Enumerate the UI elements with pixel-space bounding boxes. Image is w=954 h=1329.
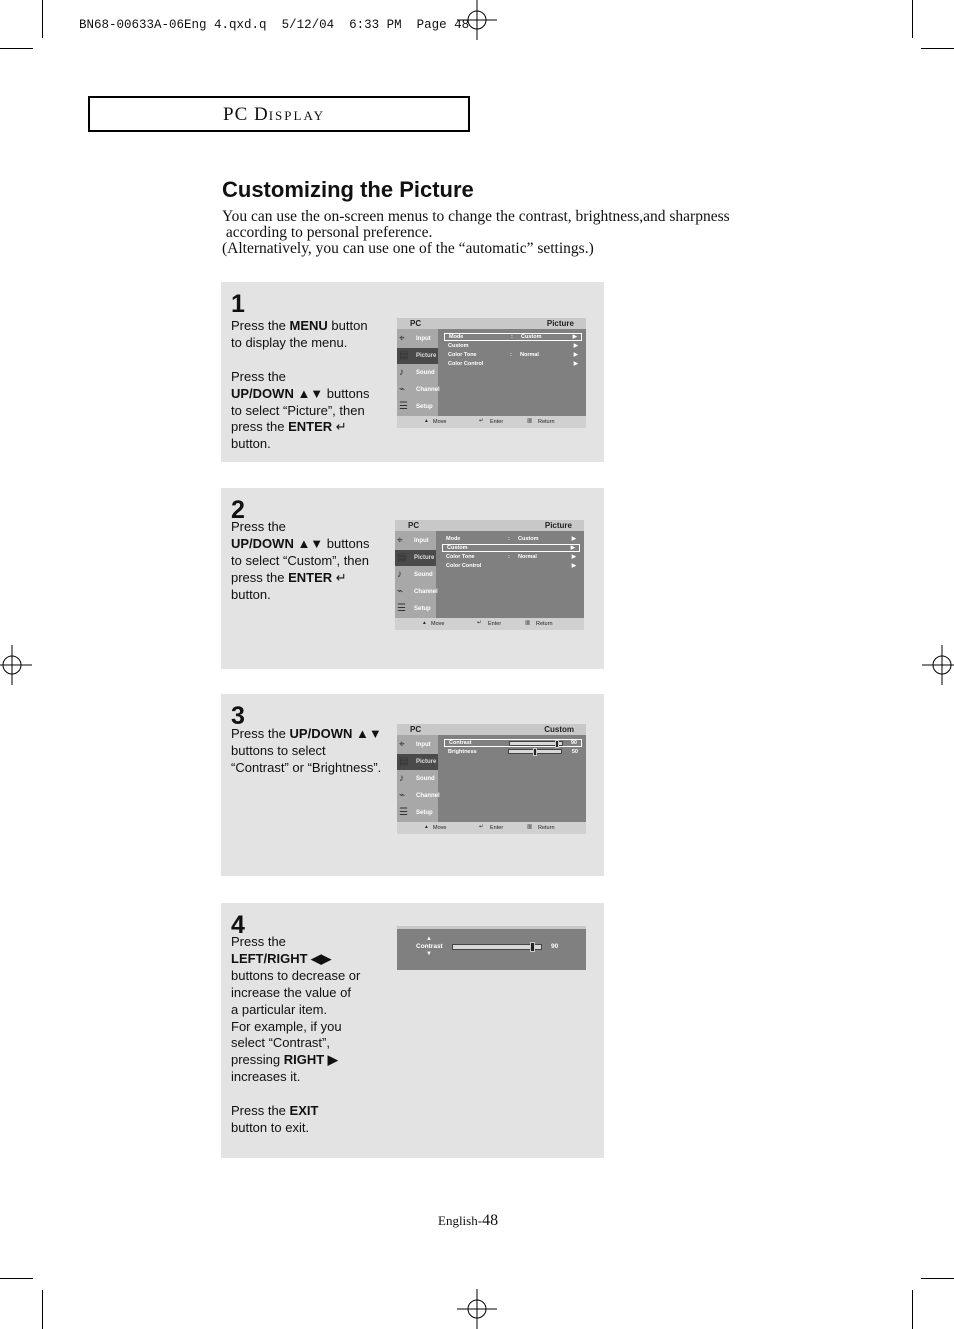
description-text: For example, if you	[231, 1018, 342, 1034]
down-arrow-icon: ▼	[426, 951, 432, 957]
description-line	[231, 1035, 360, 1052]
step-description	[231, 318, 369, 453]
osd-row-arrow-icon: ▶	[570, 545, 575, 551]
description-line	[231, 934, 360, 951]
osd-row-label: Custom	[448, 343, 469, 349]
osd-sidebar-label: Input	[416, 742, 431, 748]
osd-content	[438, 531, 584, 618]
osd-sidebar-item[interactable]	[395, 601, 436, 617]
osd-sidebar-label: Input	[416, 336, 431, 342]
osd-menu-row[interactable]	[444, 351, 582, 359]
description-text: button to exit.	[231, 1119, 310, 1135]
enter-icon: ↵	[479, 418, 484, 424]
osd-menu-icon: ☰	[397, 603, 406, 614]
move-icon: ▴	[425, 824, 428, 830]
button-name: UP/DOWN ▲▼	[231, 385, 324, 401]
step-number: 2	[231, 496, 245, 524]
osd-row-label: Custom	[447, 545, 468, 551]
description-line	[231, 1019, 360, 1036]
osd-sidebar-item[interactable]	[395, 550, 436, 566]
crop-mark	[42, 0, 43, 38]
button-name: MENU	[289, 318, 328, 333]
up-arrow-icon: ▲	[426, 936, 432, 942]
osd-sidebar-label: Channel	[414, 589, 438, 595]
description-line	[231, 536, 369, 553]
osd-menu-icon: ☰	[399, 807, 408, 818]
slug-filename: BN68-00633A-06Eng 4.qxd.q	[79, 18, 267, 32]
osd-sidebar-item[interactable]	[397, 805, 438, 821]
description-line	[231, 352, 369, 369]
osd-row-arrow-icon: ▶	[573, 352, 578, 358]
description-line	[231, 1086, 360, 1103]
osd-row-slider-thumb[interactable]	[555, 740, 559, 748]
osd-menu-row[interactable]	[442, 553, 580, 561]
description-text: buttons to select	[231, 742, 326, 758]
osd-sidebar	[395, 531, 436, 618]
description-text: to select “Custom”, then	[231, 552, 369, 568]
description-line	[231, 743, 382, 760]
footer-language: English-	[438, 1213, 483, 1228]
osd-source: PC	[410, 319, 422, 328]
description-text: select “Contrast”,	[231, 1035, 330, 1051]
section-header	[88, 96, 470, 132]
osd-row-arrow-icon: ▶	[572, 334, 577, 340]
osd-row-colon: :	[510, 352, 512, 358]
description-text: button.	[231, 586, 271, 602]
osd-row-label: Brightness	[448, 749, 477, 755]
osd-menu	[395, 520, 584, 630]
slug-time: 6:33 PM	[349, 18, 402, 32]
section-header-label	[223, 104, 325, 126]
header-prefix: PC D	[223, 104, 269, 125]
description-text: Press the	[231, 1103, 290, 1119]
osd-row-label: Mode	[446, 536, 461, 542]
crop-mark	[912, 0, 913, 38]
description-text: Press the	[231, 368, 286, 384]
osd-menu-row[interactable]	[444, 739, 582, 747]
adjust-bar-panel	[397, 926, 586, 970]
osd-sidebar	[397, 735, 438, 822]
description-line	[231, 1120, 360, 1137]
crop-mark	[42, 1290, 43, 1329]
registration-mark-icon	[0, 645, 32, 685]
description-text: buttons	[323, 535, 370, 551]
osd-menu	[397, 318, 586, 428]
osd-footer-return: Return	[538, 419, 555, 425]
osd-menu-icon: ⌖	[399, 739, 405, 750]
osd-sidebar-item[interactable]	[397, 365, 438, 381]
osd-sidebar-label: Input	[414, 538, 429, 544]
description-line	[231, 985, 360, 1002]
osd-menu-icon: ⌁	[399, 384, 406, 395]
osd-menu-row[interactable]	[444, 360, 582, 368]
osd-footer-move: Move	[433, 419, 447, 425]
description-text: ↵	[332, 569, 347, 585]
adjust-value: 90	[551, 943, 559, 950]
adjust-slider-thumb[interactable]	[530, 942, 535, 952]
osd-row-arrow-icon: ▶	[571, 554, 576, 560]
crop-mark	[912, 1290, 913, 1329]
osd-row-colon: :	[508, 554, 510, 560]
osd-menu-icon: ♪	[397, 569, 402, 580]
description-line	[231, 335, 369, 352]
description-text: increases it.	[231, 1069, 301, 1085]
osd-source: PC	[408, 521, 420, 530]
osd-sidebar-item[interactable]	[397, 771, 438, 787]
description-text: Press the	[231, 726, 290, 741]
enter-icon: ↵	[479, 824, 484, 830]
move-icon: ▴	[425, 418, 428, 424]
registration-mark-icon	[922, 645, 954, 685]
osd-footer-move: Move	[431, 621, 445, 627]
osd-menu-row[interactable]	[442, 562, 580, 570]
osd-sidebar-item[interactable]	[395, 533, 436, 549]
osd-menu-row[interactable]	[442, 544, 580, 552]
slug-page: Page 48	[416, 18, 470, 32]
osd-menu-icon: ⌁	[399, 790, 406, 801]
description-text: button.	[231, 436, 271, 452]
osd-sidebar-item[interactable]	[395, 584, 436, 600]
osd-footer	[397, 416, 586, 428]
osd-menu-icon: ⌖	[399, 333, 405, 344]
description-text: a particular item.	[231, 1001, 328, 1017]
osd-footer-enter: Enter	[488, 621, 502, 627]
adjust-slider[interactable]	[452, 944, 542, 950]
description-line	[231, 553, 369, 570]
osd-sidebar-label: Picture	[416, 759, 437, 765]
registration-mark-icon	[457, 0, 497, 40]
step-description	[231, 726, 382, 777]
description-text: buttons to decrease or	[231, 967, 361, 983]
osd-menu-row[interactable]	[442, 535, 580, 543]
osd-heading: Picture	[544, 521, 572, 530]
description-line	[231, 386, 369, 403]
osd-row-colon: :	[508, 536, 510, 542]
osd-content	[440, 735, 586, 822]
button-name: LEFT/RIGHT ◀▶	[231, 950, 332, 966]
osd-menu-row[interactable]	[444, 333, 582, 341]
description-line	[231, 1002, 360, 1019]
step-description	[231, 519, 369, 604]
description-line	[231, 519, 369, 536]
osd-row-label: Color Tone	[446, 554, 475, 560]
osd-sidebar-label: Setup	[416, 810, 433, 816]
osd-row-slider-thumb[interactable]	[533, 748, 537, 756]
osd-heading: Custom	[544, 725, 574, 734]
osd-sidebar-item[interactable]	[397, 382, 438, 398]
osd-footer-return: Return	[538, 825, 555, 831]
description-text: Press the	[231, 519, 286, 534]
description-text: Press the	[231, 318, 290, 333]
osd-sidebar-item[interactable]	[397, 331, 438, 347]
osd-menu-icon: ⌖	[397, 535, 403, 546]
osd-footer-return: Return	[536, 621, 553, 627]
osd-menu-icon: ⌁	[397, 586, 404, 597]
osd-sidebar-label: Setup	[414, 606, 431, 612]
step-panel-3	[221, 694, 604, 876]
osd-sidebar-item[interactable]	[397, 737, 438, 753]
osd-sidebar-label: Sound	[416, 776, 435, 782]
adjust-label: Contrast	[416, 943, 443, 950]
osd-title-bar	[397, 724, 586, 735]
osd-row-label: Color Control	[446, 563, 482, 569]
osd-row-slider[interactable]	[509, 741, 563, 746]
osd-content	[440, 329, 586, 416]
osd-row-arrow-icon: ▶	[573, 361, 578, 367]
description-line	[231, 1052, 360, 1069]
description-text: to display the menu.	[231, 334, 348, 350]
intro-text	[222, 209, 802, 257]
description-text: to select “Picture”, then	[231, 402, 365, 418]
step-panel-2	[221, 488, 604, 669]
return-icon: ▥	[525, 620, 531, 626]
osd-heading: Picture	[546, 319, 574, 328]
osd-menu-icon: ▤	[399, 756, 409, 767]
osd-sidebar-label: Picture	[414, 555, 435, 561]
step-panel-1	[221, 282, 604, 462]
osd-row-label: Mode	[449, 334, 464, 340]
description-line	[231, 403, 369, 420]
description-line	[231, 1103, 360, 1120]
osd-menu-icon: ♪	[399, 367, 404, 378]
print-slug	[64, 4, 469, 32]
button-name: ENTER	[288, 569, 333, 585]
description-line	[231, 968, 360, 985]
osd-row-slider[interactable]	[508, 749, 562, 754]
osd-row-value: Normal	[520, 352, 539, 358]
intro-line: according to personal preference.	[222, 224, 433, 241]
description-line	[231, 951, 360, 968]
osd-footer-enter: Enter	[490, 419, 504, 425]
page-footer	[438, 1212, 498, 1230]
osd-footer-move: Move	[433, 825, 447, 831]
crop-mark	[0, 1278, 33, 1279]
osd-menu-icon: ♪	[399, 773, 404, 784]
page-number: 48	[482, 1212, 499, 1229]
description-line	[231, 318, 369, 335]
osd-row-label: Color Control	[448, 361, 484, 367]
description-line	[231, 570, 369, 587]
osd-sidebar-label: Setup	[416, 404, 433, 410]
osd-row-value: 50	[571, 749, 578, 755]
osd-menu-icon: ▤	[399, 350, 409, 361]
osd-menu	[397, 724, 586, 834]
osd-row-label: Contrast	[449, 740, 472, 746]
osd-menu-icon: ☰	[399, 401, 408, 412]
description-line	[231, 1069, 360, 1086]
intro-line: (Alternatively, you can use one of the “automatic” settings.)	[222, 240, 594, 257]
osd-sidebar	[397, 329, 438, 416]
osd-sidebar-label: Picture	[416, 353, 437, 359]
description-text: press the	[231, 419, 289, 435]
osd-row-value: Normal	[518, 554, 537, 560]
osd-row-value: Custom	[518, 536, 539, 542]
osd-sidebar-item[interactable]	[397, 754, 438, 770]
osd-sidebar-item[interactable]	[397, 788, 438, 804]
button-name: UP/DOWN ▲▼	[231, 535, 324, 551]
osd-sidebar-item[interactable]	[397, 399, 438, 415]
step-panel-4	[221, 903, 604, 1158]
osd-row-value: Custom	[521, 334, 542, 340]
header-suffix: ISPLAY	[268, 108, 326, 123]
description-line	[231, 419, 369, 436]
description-text: Press the	[231, 934, 286, 949]
description-line	[231, 587, 369, 604]
description-text: “Contrast” or “Brightness”.	[231, 759, 382, 775]
description-text: buttons	[323, 385, 370, 401]
description-text: ↵	[332, 419, 347, 435]
description-text: increase the value of	[231, 984, 351, 1000]
osd-sidebar-label: Channel	[416, 793, 440, 799]
osd-footer	[397, 822, 586, 834]
osd-sidebar-label: Sound	[414, 572, 433, 578]
description-line	[231, 369, 369, 386]
step-description	[231, 934, 360, 1137]
description-text: button	[327, 318, 368, 333]
osd-menu-icon: ▤	[397, 552, 407, 563]
osd-sidebar-label: Sound	[416, 370, 435, 376]
crop-mark	[921, 48, 954, 49]
osd-sidebar-item[interactable]	[395, 567, 436, 583]
osd-source: PC	[410, 725, 422, 734]
description-line	[231, 436, 369, 453]
intro-line: You can use the on-screen menus to change the contrast, brightness,and sharpness	[222, 208, 730, 225]
button-name: RIGHT ▶	[283, 1052, 338, 1068]
page-title: Customizing the Picture	[222, 177, 474, 202]
step-number: 4	[231, 911, 245, 939]
osd-footer-enter: Enter	[490, 825, 504, 831]
button-name: ENTER	[288, 419, 333, 435]
osd-title-bar	[397, 318, 586, 329]
osd-menu-row[interactable]	[444, 342, 582, 350]
description-line	[231, 726, 382, 743]
osd-row-value: 90	[570, 740, 577, 746]
return-icon: ▥	[527, 418, 533, 424]
osd-title-bar	[395, 520, 584, 531]
osd-row-arrow-icon: ▶	[571, 563, 576, 569]
description-text: press the	[231, 569, 289, 585]
crop-mark	[921, 1278, 954, 1279]
crop-mark	[0, 48, 33, 49]
description-text: pressing	[231, 1052, 284, 1068]
slug-date: 5/12/04	[281, 18, 335, 32]
osd-row-arrow-icon: ▶	[573, 343, 578, 349]
step-number: 3	[231, 702, 245, 730]
move-icon: ▴	[423, 620, 426, 626]
osd-sidebar-label: Channel	[416, 387, 440, 393]
osd-row-label: Color Tone	[448, 352, 477, 358]
osd-sidebar-item[interactable]	[397, 348, 438, 364]
registration-mark-icon	[457, 1289, 497, 1329]
button-name: UP/DOWN ▲▼	[289, 726, 382, 741]
enter-icon: ↵	[477, 620, 482, 626]
button-name: EXIT	[289, 1103, 319, 1119]
osd-menu-row[interactable]	[444, 748, 582, 756]
step-number: 1	[231, 290, 245, 318]
description-line	[231, 760, 382, 777]
return-icon: ▥	[527, 824, 533, 830]
osd-footer	[395, 618, 584, 630]
osd-row-colon: :	[511, 334, 513, 340]
osd-row-arrow-icon: ▶	[571, 536, 576, 542]
